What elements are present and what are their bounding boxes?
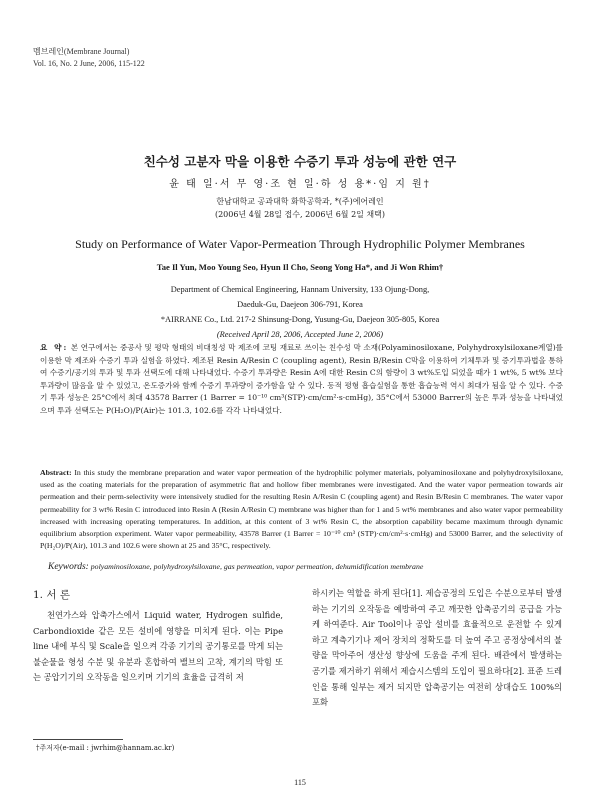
- korean-abstract: [40, 342, 563, 418]
- english-abstract-lead: Abstract:: [40, 468, 72, 477]
- page-number: 115: [294, 778, 306, 787]
- introduction-paragraph-left: 천연가스와 압축가스에서 Liquid water, Hydrogen sulfide, Carbondioxide 같은 모든 설비에 영향을 미치게 된다. 이는 Pipe line 내에 부식 및 Scale을 일으켜 각종 기기의 공기통로를 막게 되는 불순물을 형성 수분 및 유분과 혼합하여 밸브의 고착, 계기의 막힘 또는 공압기기의 오작동을 일으키며 기기의 효율을 급격히 저: [33, 610, 283, 683]
- korean-affiliation: 한남대학교 공과대학 화학공학과, *(주)에어레인: [216, 197, 384, 206]
- english-abstract: [40, 467, 563, 552]
- korean-abstract-text: 본 연구에서는 중공사 및 평막 형태의 비대칭성 막 제조에 코팅 재료로 쓰이는 친수성 막 소재(Polyaminosiloxane, Polyhydroxylsiloxane계열)를 이용한 막 제조와 수증기 투과 실험을 하였다. 제조된 Resin A/Resin C (coupling agent), Resin B/Resin C막을 이용하여 기체투과 및 증기투과법을 통하여 수증기/공기의 투과 및 투과 선택도에 대해 나타내었다. 수증기 투과량은 Resin A에 대한 Resin C의 함량이 3 wt%도입 되었을 때가 1 wt%, 5 wt% 보다 투과량이 많음을 알 수 있었고, 온도증가와 함께 수증기 투과량이 증가함을 알 수 있다. 동적 평형 흡습실험을 통한 흡습능력 역시 최대가 됨을 알 수 있다. 수증기 투과 성능은 25°C에서 최대 43578 Barrer (1 Barrer = 10⁻¹⁰ cm³(STP)·cm/cm²·s·cmHg), 35°C에서 53000 Barrer의 높은 투과 성능을 나타내었으며 투과 선택도는 P(H₂O)/P(Air)는 101.3, 102.6를 각각 나타내었다.: [40, 343, 563, 415]
- korean-received: (2006년 4월 28일 접수, 2006년 6월 2일 채택): [214, 210, 386, 219]
- english-affiliation-block: [40, 282, 560, 342]
- english-title: Study on Performance of Water Vapor-Permeation Through Hydrophilic Polymer Membranes: [75, 237, 525, 251]
- korean-authors: 윤 태 일·서 무 영·조 현 일·하 성 용*·임 지 원†: [169, 179, 431, 190]
- journal-name: 멤브레인(Membrane Journal): [33, 47, 130, 56]
- english-affiliation-line-1: Department of Chemical Engineering, Hannam University, 133 Ojung-Dong,: [170, 285, 430, 294]
- journal-header: [33, 46, 145, 70]
- english-affiliation-line-3: *AIRRANE Co., Ltd. 217-2 Shinsung-Dong, Yusung-Gu, Daejeon 305-805, Korea: [160, 315, 440, 324]
- footnote-divider: [33, 739, 123, 740]
- introduction-paragraph-right: 하시키는 역할을 하게 된다[1]. 제습공정의 도입은 수분으로부터 발생하는 기기의 오작동을 예방하여 주고 깨끗한 압축공기의 공급을 가능케 하여준다. Air Tool이나 공압 설비를 효율적으로 운전할 수 있게 하고 계측기기나 제어 장치의 정확도를 더 높여 주고 공정상에서의 불량을 막아주어 생산성 향상에 도움을 주게 된다. 배관에서 발생하는 공기를 제거하기 위해서 제습시스템의 도입이 필요하다[2]. 표준 드레인을 통해 일부는 제거 되지만 압축공기는 여전히 상대습도 100%의 포화: [312, 588, 562, 708]
- keywords: [48, 562, 563, 572]
- korean-title: 친수성 고분자 막을 이용한 수증기 투과 성능에 관한 연구: [143, 154, 457, 169]
- korean-affiliation-block: [40, 195, 560, 221]
- korean-abstract-lead: 요 약:: [40, 343, 69, 352]
- english-abstract-text: In this study the membrane preparation and water vapor permeation of the hydrophilic polymer materials, polyaminosiloxane and polyhydroxylsiloxane, used as the coating materials for the preparation of asymmetric flat and hollow fiber membranes were investigated. And the water vapor permeation towards air permeation and their perm-selectivity were intensively studied for the resulting Resin A/Resin C (coupling agent) and Resin B/Resin C membranes. The water vapor permeability for 3 wt% Resin C introduced into Resin A (Resin A/Resin C) membrane was higher than for 1 and 5 wt% membranes and also water vapor permeability increased with increasing operating temperatures. In addition, at this content of 3 wt% Resin C, the absorption capability became maximum through dynamic equilibrium absorption experiment. Water vapor permeability, 43578 Barrer (1 Barrer = 10⁻¹⁰ cm³ (STP)·cm/cm²·s·cmHg) and 53000 Barrer, and the selectivity of P(H₂O)/P(Air), 101.3 and 102.6 were shown at 25 and 35°C, respectively.: [40, 468, 563, 551]
- english-received: (Received April 28, 2006, Accepted June 2, 2006): [216, 330, 384, 339]
- body-column-left: [33, 586, 283, 686]
- body-column-right: [312, 586, 562, 711]
- keywords-label: Keywords:: [48, 562, 89, 572]
- keywords-text: polyaminosiloxane, polyhydroxylsiloxane, gas permeation, vapor permeation, dehumidification membrane: [90, 562, 424, 571]
- english-affiliation-line-2: Daeduk-Gu, Daejeon 306-791, Korea: [237, 300, 363, 309]
- english-authors: Tae Il Yun, Moo Young Seo, Hyun Il Cho, Seong Yong Ha*, and Ji Won Rhim†: [156, 262, 444, 272]
- section-heading-introduction: 1. 서 론: [33, 589, 70, 601]
- journal-issue: Vol. 16, No. 2 June, 2006, 115-122: [33, 59, 145, 68]
- corresponding-author-footnote: †주저자(e-mail : jwrhim@hannam.ac.kr): [36, 744, 175, 752]
